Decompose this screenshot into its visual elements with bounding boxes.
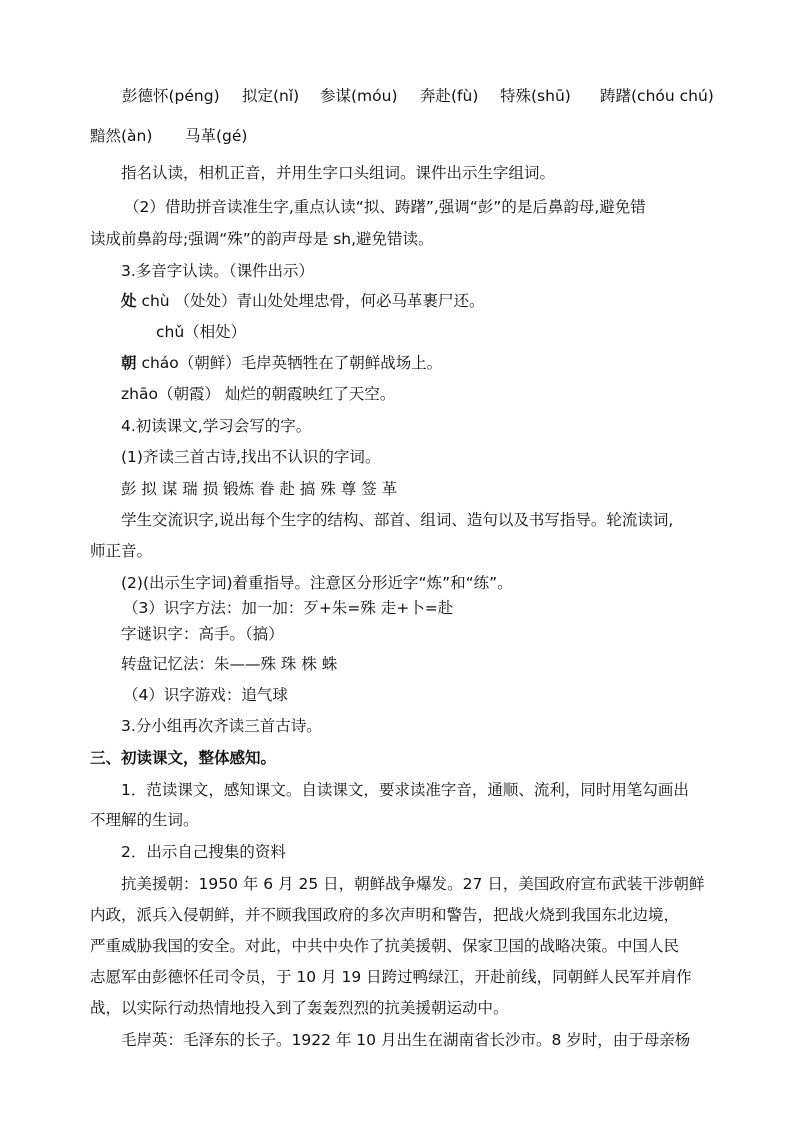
vocab-item: 踌躇(chóu chú) bbox=[600, 87, 714, 105]
vocab-item: 特殊(shū) bbox=[500, 87, 571, 105]
polyphone-char: 朝 bbox=[121, 354, 137, 372]
paragraph-line: 转盘记忆法：朱——殊 珠 株 蛛 bbox=[121, 655, 338, 673]
paragraph-line: 3.分小组再次齐读三首古诗。 bbox=[121, 717, 322, 735]
paragraph-line: 1．范读课文，感知课文。自读课文，要求读准字音，通顺、流利，同时用笔勾画出 bbox=[121, 781, 689, 799]
paragraph-line: 读成前鼻韵母;强调“殊”的韵声母是 sh,避免错读。 bbox=[90, 230, 434, 248]
character-list: 彭 拟 谋 瑞 损 锻炼 眷 赴 搞 殊 尊 签 革 bbox=[121, 480, 398, 498]
polyphone-text: chù （处处）青山处处埋忠骨，何必马革裹尸还。 bbox=[136, 292, 485, 310]
vocab-item: 拟定(nǐ) bbox=[242, 87, 300, 105]
vocab-item: 彭德怀(péng) bbox=[122, 87, 220, 105]
paragraph-line: 严重威胁我国的安全。对此，中共中央作了抗美援朝、保家卫国的战略决策。中国人民 bbox=[90, 937, 680, 955]
paragraph-line: 4.初读课文,学习会写的字。 bbox=[121, 417, 312, 435]
vocab-item: 马革(gé) bbox=[185, 127, 248, 145]
paragraph-line: （4）识字游戏：追气球 bbox=[123, 686, 288, 704]
paragraph-line: 志愿军由彭德怀任司令员，于 10 月 19 日跨过鸭绿江，开赴前线，同朝鲜人民军并肩作 bbox=[90, 968, 692, 986]
polyphone-text: cháo（朝鲜）毛岸英牺牲在了朝鲜战场上。 bbox=[136, 354, 443, 372]
paragraph-line: (2)(出示生字词)着重指导。注意区分形近字“炼”和“练”。 bbox=[121, 574, 513, 592]
paragraph-line: 指名认读，相机正音，并用生字口头组词。课件出示生字组词。 bbox=[121, 164, 556, 182]
paragraph-line: （3）识字方法：加一加：歹+朱=殊 走+卜=赴 bbox=[123, 599, 454, 617]
polyphone-char: 处 bbox=[121, 292, 137, 310]
paragraph-line: 战，以实际行动热情地投入到了轰轰烈烈的抗美援朝运动中。 bbox=[90, 999, 509, 1017]
paragraph-line: （2）借助拼音读准生字,重点认读“拟、踌躇”,强调“彭”的是后鼻韵母,避免错 bbox=[124, 198, 646, 216]
vocab-item: 参谋(móu) bbox=[320, 87, 398, 105]
polyphone-line bbox=[121, 291, 485, 311]
paragraph-line: (1)齐读三首古诗,找出不认识的字词。 bbox=[121, 448, 381, 466]
paragraph-line: 抗美援朝：1950 年 6 月 25 日，朝鲜战争爆发。27 日，美国政府宣布武装干涉朝鲜 bbox=[121, 875, 705, 893]
vocab-row-2 bbox=[0, 126, 794, 146]
section-heading: 三、初读课文，整体感知。 bbox=[90, 749, 277, 767]
paragraph-line: 内政，派兵入侵朝鲜，并不顾我国政府的多次声明和警告，把战火烧到我国东北边境， bbox=[90, 906, 680, 924]
paragraph-line: 3.多音字认读。（课件出示） bbox=[121, 262, 315, 280]
paragraph-line: 2．出示自己搜集的资料 bbox=[121, 843, 286, 861]
paragraph-line: 师正音。 bbox=[90, 542, 153, 560]
vocab-item: 黯然(àn) bbox=[90, 127, 153, 145]
vocab-item: 奔赴(fù) bbox=[420, 87, 479, 105]
paragraph-line: chǔ（相处） bbox=[156, 323, 247, 341]
paragraph-line: 毛岸英：毛泽东的长子。1922 年 10 月出生在湖南省长沙市。8 岁时，由于母亲杨 bbox=[121, 1031, 691, 1049]
polyphone-line bbox=[121, 353, 442, 373]
paragraph-line: 学生交流识字,说出每个生字的结构、部首、组词、造句以及书写指导。轮流读词, bbox=[121, 511, 674, 529]
vocab-row-1 bbox=[0, 86, 794, 106]
paragraph-line: zhāo（朝霞） 灿烂的朝霞映红了天空。 bbox=[121, 385, 396, 403]
paragraph-line: 不理解的生词。 bbox=[90, 811, 199, 829]
paragraph-line: 字谜识字：高手。（搞） bbox=[121, 625, 284, 643]
